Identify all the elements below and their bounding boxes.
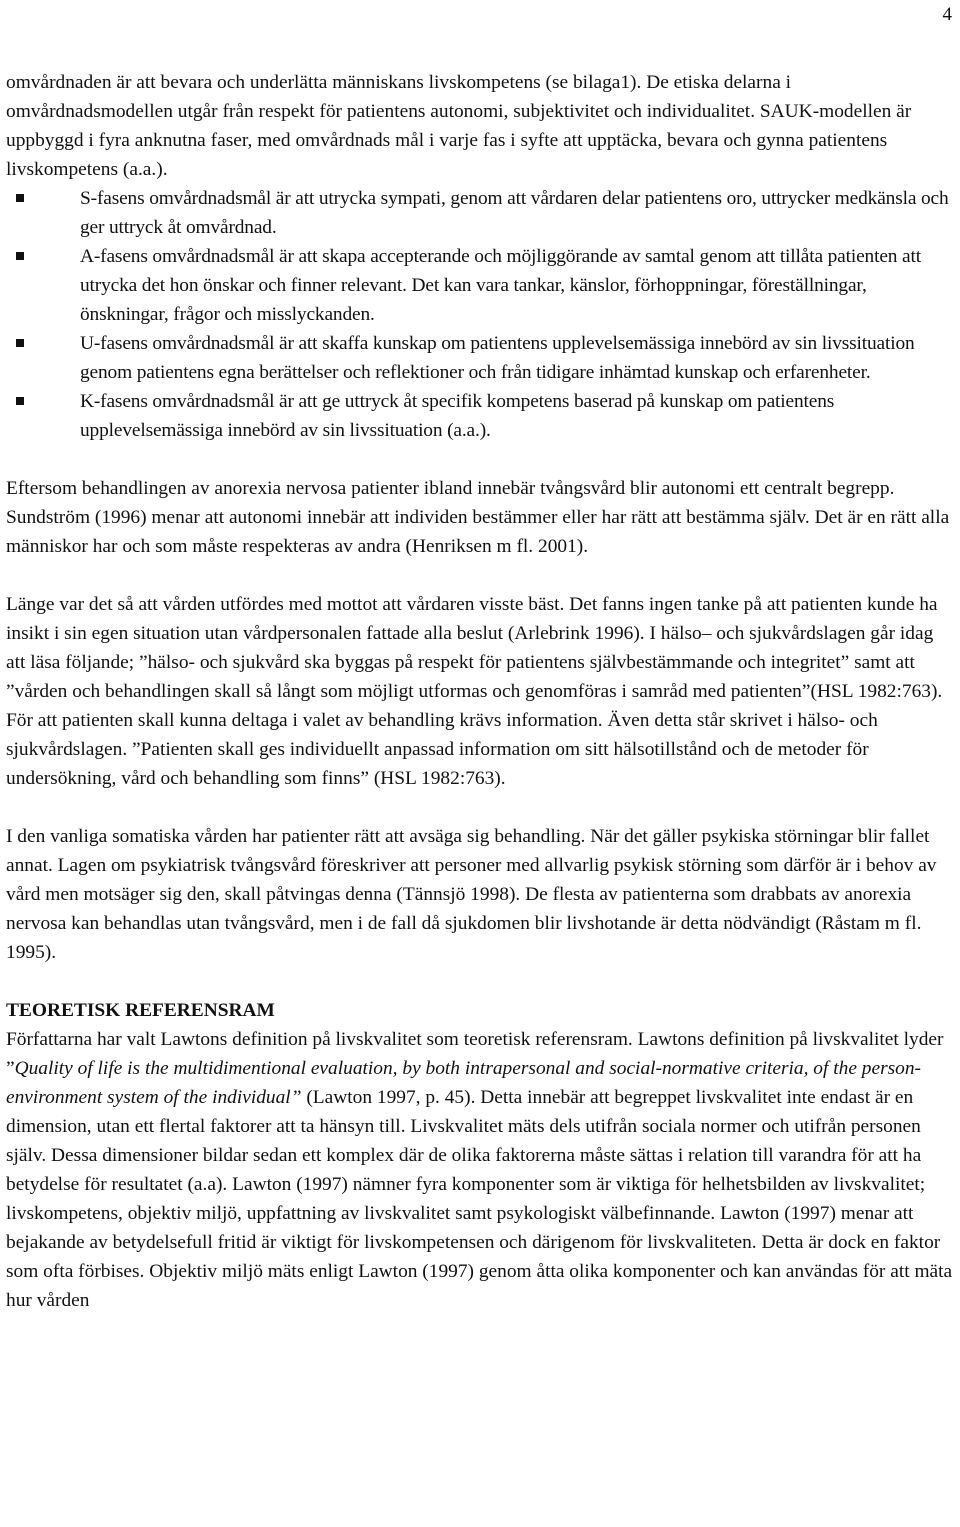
intro-paragraph: omvårdnaden är att bevara och underlätta människans livskompetens (se bilaga1). De etiska delarna i omvårdnadsmodellen utgår från respekt för patientens autonomi, subjektivitet och individualitet. SAUK-modellen är uppbyggd i fyra anknutna faser, med omvårdnads mål i varje fas i syfte att upptäcka, bevara och gynna patientens livskompetens (a.a.). (6, 72, 912, 180)
square-bullet-icon (16, 339, 24, 347)
list-item-text: A-fasens omvårdnadsmål är att skapa accepterande och möjliggörande av samtal genom att tillåta patienten att utrycka det hon önskar och finner relevant. Det kan vara tankar, känslor, förhoppningar, föreställningar, önskningar, frågor och misslyckanden. (80, 246, 921, 325)
theory-text-before-quote: Författarna har valt Lawtons definition på livskvalitet som teoretisk referensram. Lawtons definition på livskvalitet lyder ” (6, 1029, 944, 1079)
list-item-a-phase (6, 242, 956, 329)
page-number: 4 (942, 4, 952, 25)
theory-text-after-quote: (Lawton 1997, p. 45). Detta innebär att begreppet livskvalitet inte endast är en dimension, utan ett flertal faktorer att ta hänsyn till. Livskvalitet mäts dels utifrån sociala normer och utifrån personen själv. Dessa dimensioner bildar sedan ett komplex där de olika faktorerna måste sättas i relation till varandra för att ha betydelse för resultatet (a.a). Lawton (1997) nämner fyra komponenter som är viktiga för helhetsbilden av livskvalitet; livskompetens, objektiv miljö, uppfattning av livskvalitet samt psykologiskt välbefinnande. Lawton (1997) menar att bejakande av betydelsefull fritid är viktigt för livskompetensen och därigenom för livskvaliteten. Detta är dock en faktor som ofta förbises. Objektiv miljö mäts enligt Lawton (1997) genom åtta olika komponenter och kan användas för att mäta hur vården (6, 1087, 953, 1311)
history-paragraph: Länge var det så att vården utfördes med mottot att vårdaren visste bäst. Det fanns ingen tanke på att patienten kunde ha insikt i sin egen situation utan vårdpersonalen fattade alla beslut (Arlebrink 1996). I hälso– och sjukvårdslagen går idag att läsa följande; ”hälso- och sjukvård ska byggas på respekt för patientens självbestämmande och integritet” samt att ”vården och behandlingen skall så långt som möjligt utformas och genomföras i samråd med patienten”(HSL 1982:763). För att patienten skall kunna deltaga i valet av behandling krävs information. Även detta står skrivet i hälso- och sjukvårdslagen. ”Patienten skall ges individuellt anpassad information om sitt hälsotillstånd och de metoder för undersökning, vård och behandling som finns” (HSL 1982:763). (6, 594, 943, 789)
somatic-care-paragraph: I den vanliga somatiska vården har patienter rätt att avsäga sig behandling. När det gäller psykiska störningar blir fallet annat. Lagen om psykiatrisk tvångsvård föreskriver att personer med allvarlig psykisk störning som därför är i behov av vård men motsäger sig den, skall påtvingas denna (Tännsjö 1998). De flesta av patienterna som drabbats av anorexia nervosa kan behandlas utan tvångsvård, men i de fall då sjukdomen blir livshotande är detta nödvändigt (Råstam m fl. 1995). (6, 826, 937, 963)
phase-goals-list (6, 184, 956, 445)
square-bullet-icon (16, 194, 24, 202)
square-bullet-icon (16, 252, 24, 260)
list-item-u-phase (6, 329, 956, 387)
theory-paragraph (6, 1025, 956, 1315)
list-item-s-phase (6, 184, 956, 242)
section-heading: TEORETISK REFERENSRAM (6, 1000, 275, 1021)
list-item-text: K-fasens omvårdnadsmål är att ge uttryck åt specifik kompetens baserad på kunskap om patientens upplevelsemässiga innebörd av sin livssituation (a.a.). (80, 391, 835, 441)
list-item-text: U-fasens omvårdnadsmål är att skaffa kunskap om patientens upplevelsemässiga innebörd av sin livssituation genom patientens egna berättelser och reflektioner och från tidigare inhämtad kunskap och erfarenheter. (80, 333, 915, 383)
square-bullet-icon (16, 397, 24, 405)
list-item-text: S-fasens omvårdnadsmål är att utrycka sympati, genom att vårdaren delar patientens oro, uttrycker medkänsla och ger uttryck åt omvårdnad. (80, 188, 949, 238)
lawton-quote: Quality of life is the multidimentional evaluation, by both intrapersonal and social-normative criteria, of the person-environment system of the individual” (6, 1058, 922, 1108)
autonomy-paragraph: Eftersom behandlingen av anorexia nervosa patienter ibland innebär tvångsvård blir autonomi ett centralt begrepp. Sundström (1996) menar att autonomi innebär att individen bestämmer eller har rätt att bestämma själv. Det är en rätt alla människor har och som måste respekteras av andra (Henriksen m fl. 2001). (6, 478, 950, 557)
page-body (6, 68, 956, 1315)
list-item-k-phase (6, 387, 956, 445)
